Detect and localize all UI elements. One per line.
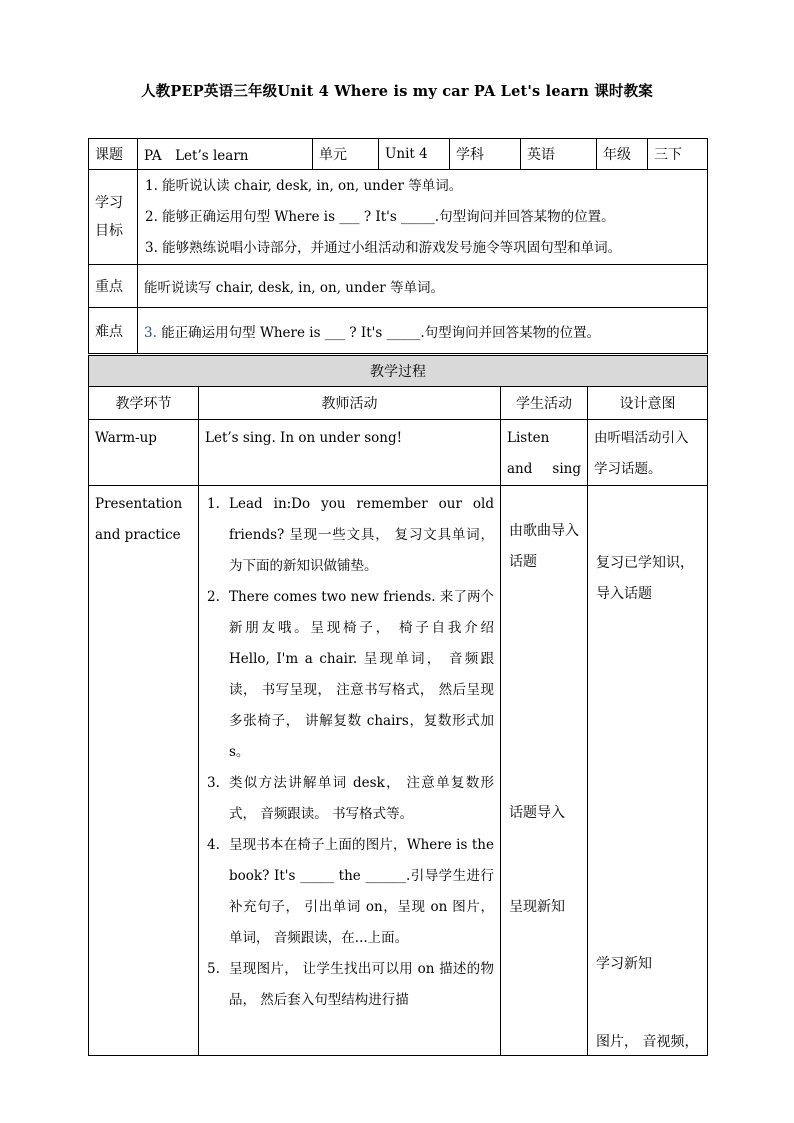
- warmup-teacher: Let’s sing. In on under song!: [199, 420, 501, 486]
- difficult-points-label: 难点: [89, 308, 138, 354]
- step-number: 3.: [207, 775, 220, 791]
- unit-value: Unit 4: [379, 139, 450, 170]
- goal-item: 3. 能够熟练说唱小诗部分，并通过小组活动和游戏发号施令等巩固句型和单词。: [145, 239, 622, 256]
- topic-label: 课题: [89, 139, 138, 170]
- unit-label: 单元: [313, 139, 379, 170]
- process-table: [88, 355, 708, 1056]
- grade-label: 年级: [597, 139, 648, 170]
- student-activity: 呈现新知: [509, 899, 565, 915]
- design-intent: 学习新知: [596, 956, 652, 972]
- goals-label: 学习目标: [89, 170, 138, 265]
- goal-item: 1. 能听说认读 chair, desk, in, on, under 等单词。: [145, 177, 463, 194]
- student-activity: 话题导入: [509, 805, 565, 821]
- design-intent: 图片， 音视频，: [596, 1034, 699, 1050]
- goals-cell: [138, 170, 708, 265]
- column-header: 教师活动: [199, 387, 501, 420]
- goal-item: 2. 能够正确运用句型 Where is ___ ? It's _____.句型询问并回答某物的位置。: [145, 208, 615, 225]
- column-header: 设计意图: [588, 387, 708, 420]
- step-text: There comes two new friends. 来了两个新朋友哦。呈现椅子， 椅子自我介绍 Hello, I'm a chair. 呈现单词， 音频跟读， 书写呈现， 注意书写格式， 然后呈现多张椅子， 讲解复数 chairs，复数形式加 s。: [229, 589, 494, 760]
- step-item: [205, 830, 494, 954]
- teacher-steps: [205, 489, 494, 1016]
- info-table: [88, 138, 708, 354]
- presentation-teacher: [199, 486, 501, 1056]
- key-points-label: 重点: [89, 265, 138, 308]
- step-text: Lead in:Do you remember our old friends? 呈现一些文具， 复习文具单词， 为下面的新知识做铺垫。: [229, 496, 494, 574]
- step-item: [205, 489, 494, 582]
- presentation-stage: Presentation and practice: [89, 486, 199, 1056]
- process-heading: 教学过程: [89, 356, 708, 387]
- page-title: 人教PEP英语三年级Unit 4 Where is my car PA Let's learn 课时教案: [140, 83, 654, 100]
- warmup-stage: Warm-up: [89, 420, 199, 486]
- step-item: [205, 582, 494, 768]
- difficult-points-number: 3.: [144, 324, 157, 341]
- subject-label: 学科: [450, 139, 521, 170]
- column-header: 教学环节: [89, 387, 199, 420]
- step-text: 类似方法讲解单词 desk， 注意单复数形式， 音频跟读。 书写格式等。: [229, 775, 494, 822]
- step-number: 4.: [207, 837, 220, 853]
- presentation-intent: [588, 486, 708, 1056]
- step-text: 呈现书本在椅子上面的图片，Where is the book? It's _____ the ______.引导学生进行补充句子， 引出单词 on，呈现 on 图片， 单词， 音频跟读，在...上面。: [229, 837, 494, 946]
- subject-value: 英语: [521, 139, 597, 170]
- step-number: 1.: [207, 496, 220, 512]
- student-activity: 由歌曲导入话题: [509, 523, 579, 570]
- step-item: [205, 954, 494, 1016]
- key-points-text: 能听说读写 chair, desk, in, on, under 等单词。: [138, 265, 708, 308]
- step-text: 呈现图片， 让学生找出可以用 on 描述的物品， 然后套入句型结构进行描: [229, 961, 494, 1008]
- difficult-points-cell: [138, 308, 708, 354]
- column-header: 学生活动: [501, 387, 588, 420]
- warmup-student: Listen and sing: [501, 420, 588, 486]
- difficult-points-text: 能正确运用句型 Where is ___ ? It's _____.句型询问并回答某物的位置。: [161, 324, 601, 341]
- design-intent: 复习已学知识，导入话题: [596, 555, 694, 602]
- topic-value: PA Let’s learn: [138, 139, 313, 170]
- step-number: 5.: [207, 961, 220, 977]
- grade-value: 三下: [648, 139, 708, 170]
- step-item: [205, 768, 494, 830]
- step-number: 2.: [207, 589, 220, 605]
- presentation-student: [501, 486, 588, 1056]
- warmup-intent: 由听唱活动引入学习话题。: [588, 420, 708, 486]
